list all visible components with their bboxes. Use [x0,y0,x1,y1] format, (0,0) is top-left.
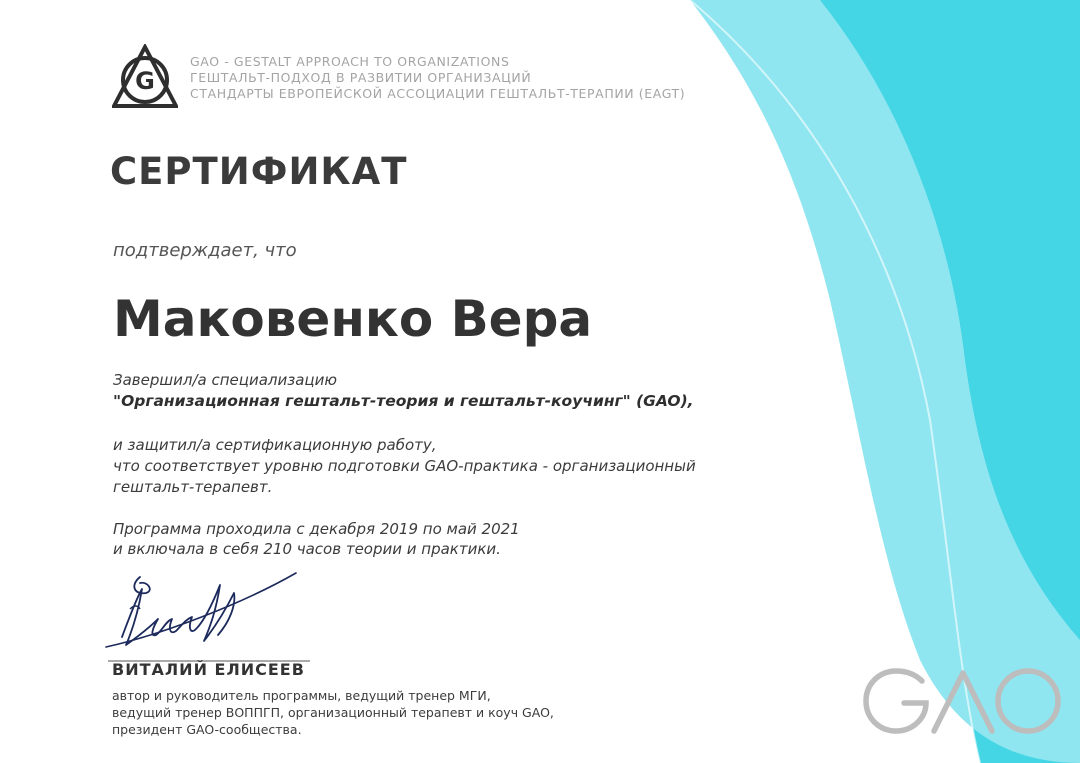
certificate-title: СЕРТИФИКАТ [110,150,408,193]
specialization-name: "Организационная гештальт-теория и гештальт-коучинг" (GAO), [113,392,694,410]
signatory-role-3: президент GAO-сообщества. [112,722,302,737]
triangle-circle-logo-icon [112,44,178,110]
program-text-1: Программа проходила с декабря 2019 по май 2021 [113,520,520,538]
signatory-role-1: автор и руководитель программы, ведущий тренер МГИ, [112,688,491,703]
logo-letter: G [135,67,155,95]
defended-text: и защитил/а сертификационную работу, [113,436,437,454]
header-line-2: ГЕШТАЛЬТ-ПОДХОД В РАЗВИТИИ ОРГАНИЗАЦИЙ [190,70,532,85]
recipient-name: Маковенко Вера [113,290,593,348]
header-line-1: GAO - GESTALT APPROACH TO ORGANIZATIONS [190,54,510,69]
signatory-role-2: ведущий тренер ВОППГП, организационный терапевт и коуч GAO, [112,705,554,720]
program-text-2: и включала в себя 210 часов теории и практики. [113,540,501,558]
completed-text: Завершил/а специализацию [113,371,337,389]
header-line-3: СТАНДАРТЫ ЕВРОПЕЙСКОЙ АССОЦИАЦИИ ГЕШТАЛЬТ-ТЕРАПИИ (EAGT) [190,86,686,101]
level-text-2: гештальт-терапевт. [113,478,273,496]
signatory-name: ВИТАЛИЙ ЕЛИСЕЕВ [112,660,305,679]
level-text-1: что соответствует уровню подготовки GAO-практика - организационный [113,457,696,475]
gao-logo-mark-icon [860,665,1066,737]
signature-icon [100,565,320,675]
confirms-text: подтверждает, что [113,240,297,261]
